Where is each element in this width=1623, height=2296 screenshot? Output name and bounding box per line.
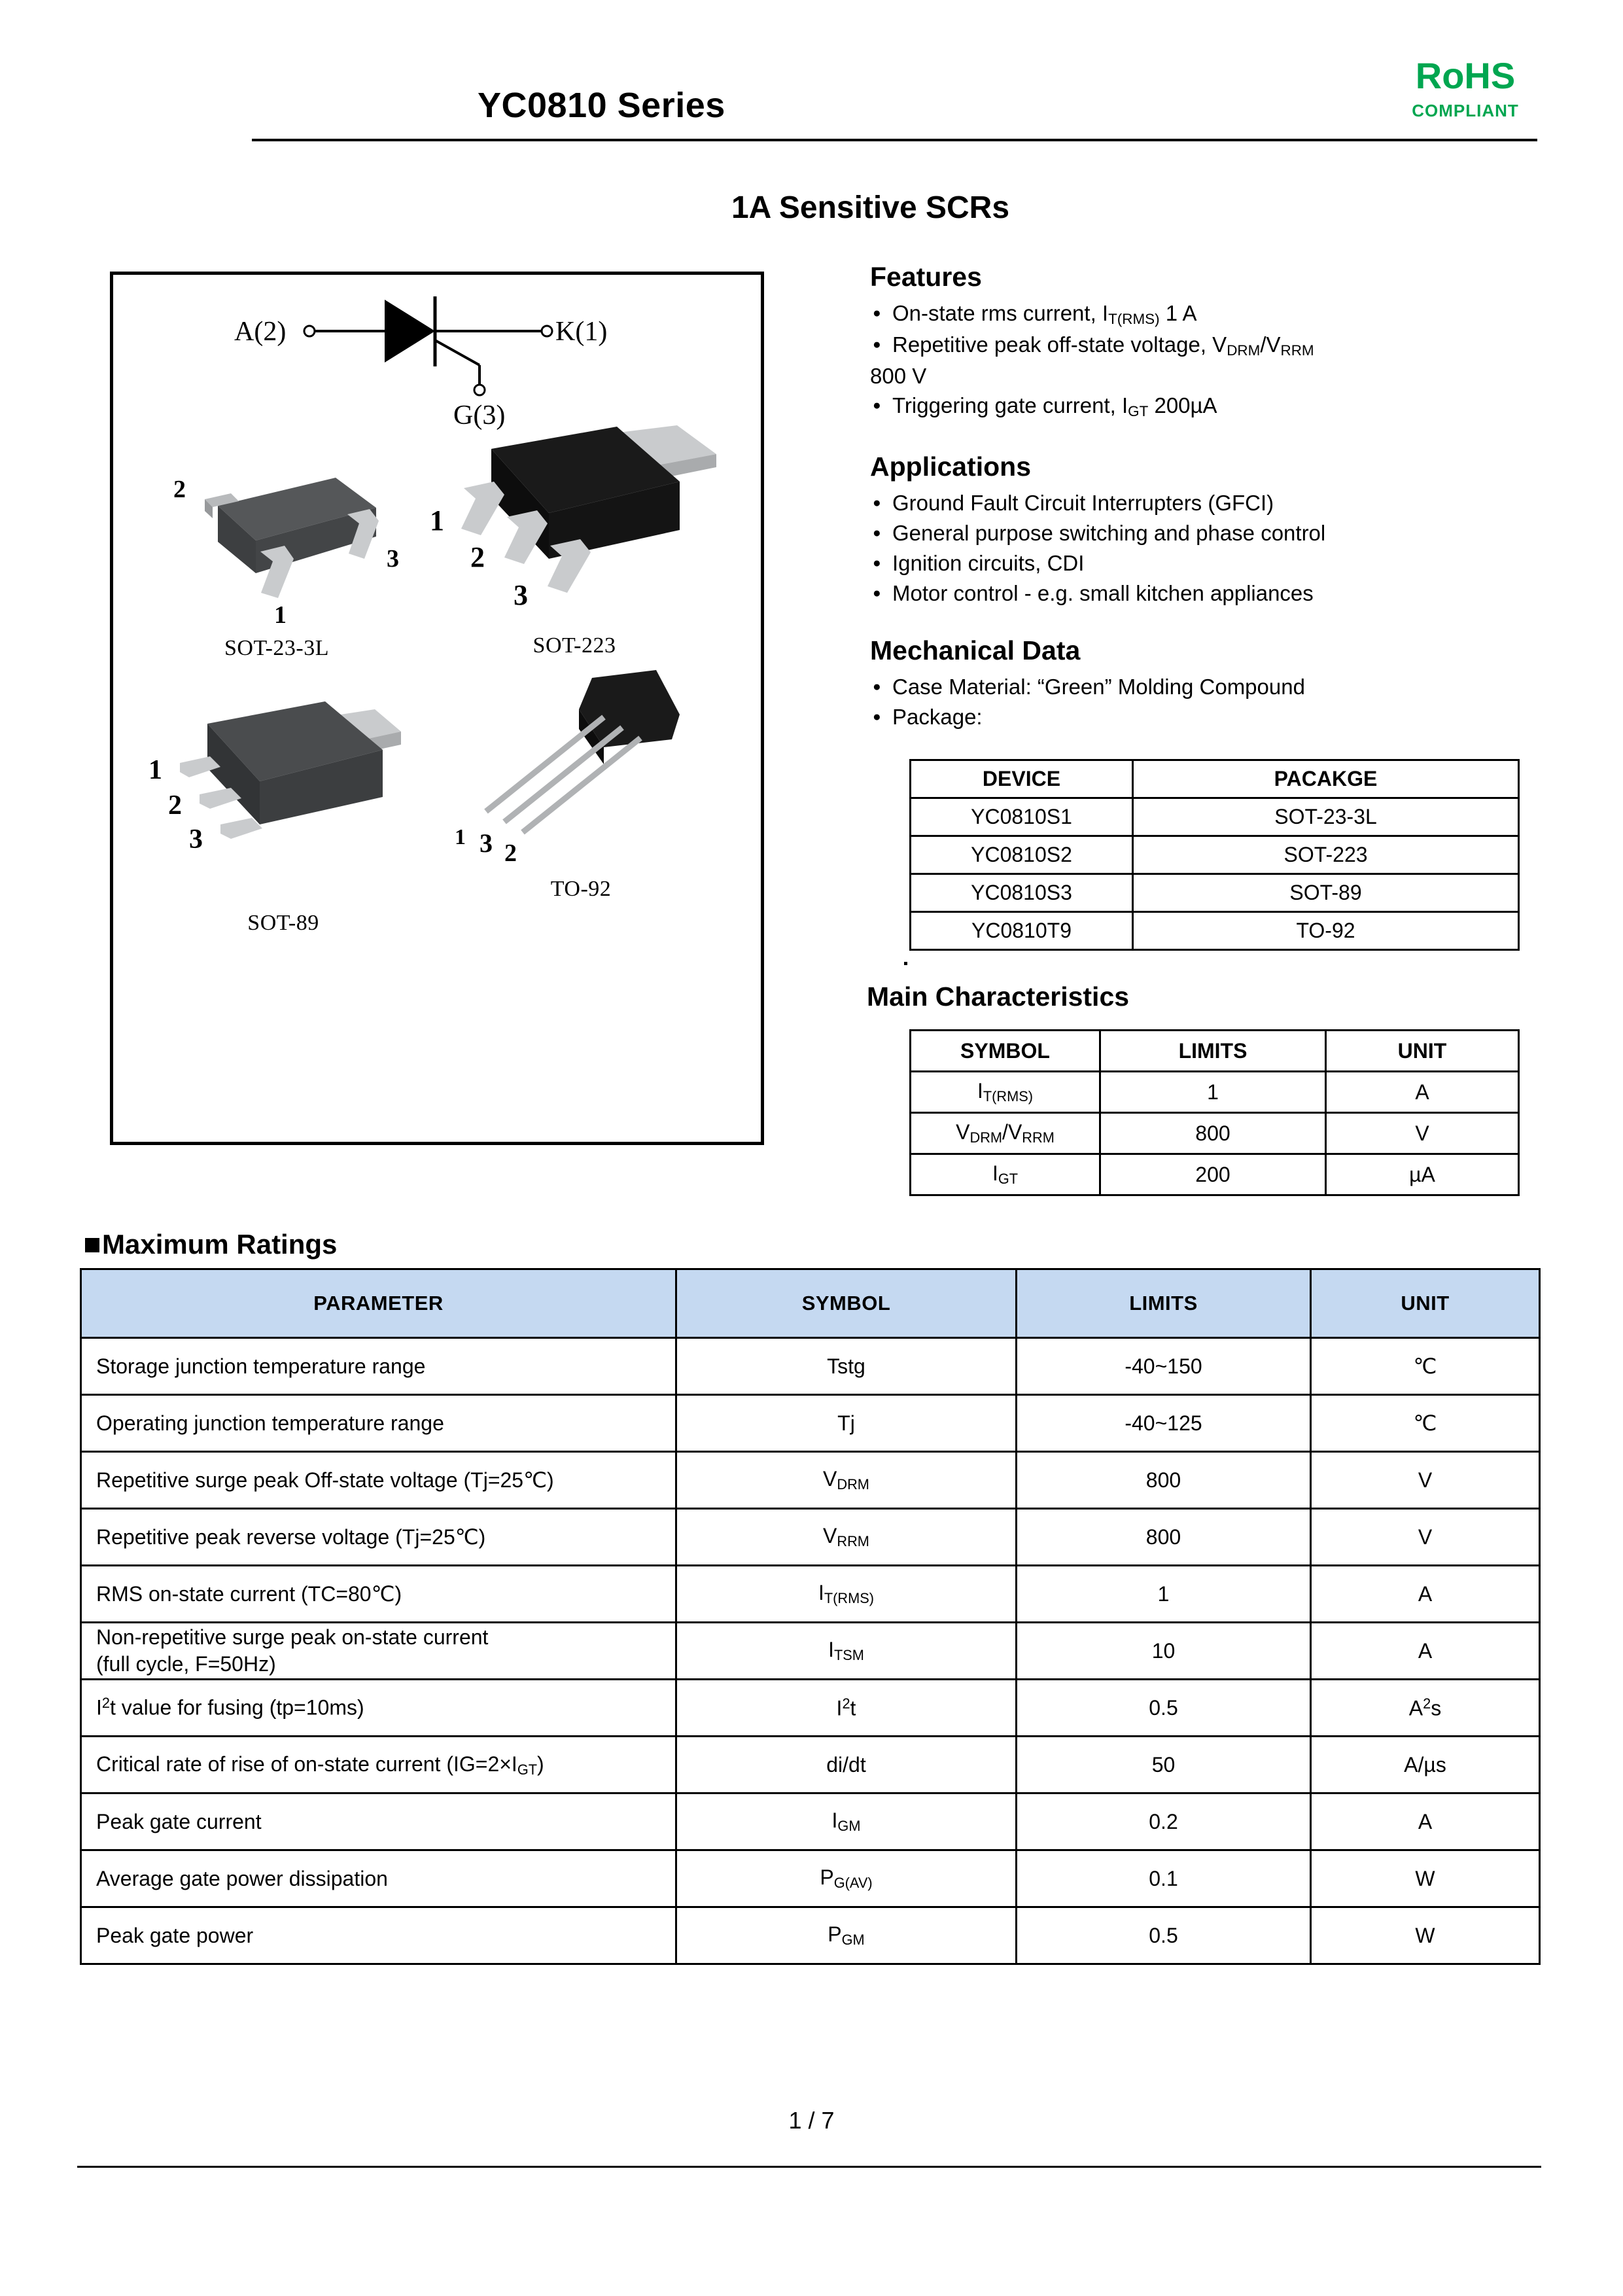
cell-limits: 800 [1017,1509,1311,1566]
package-diagram-box [110,272,764,1145]
table-row [911,874,1519,912]
column-header-package: PACAKGE [1133,760,1519,798]
pin-label-1: 1 [430,504,444,537]
cell-symbol [911,1113,1100,1154]
right-content-column [870,262,1544,732]
cell-limits: -40~150 [1017,1338,1311,1395]
cell-parameter: Storage junction temperature range [81,1338,676,1395]
feature-item-voltage [870,330,1544,361]
feature-text-tail: 1 A [1159,301,1197,325]
mechanical-item-package: ● Package: [870,703,1544,732]
cell-parameter: Operating junction temperature range [81,1395,676,1452]
mechanical-data-heading: Mechanical Data [870,635,1081,665]
package-name-sot-23-3l: SOT-23-3L [224,636,330,660]
symbol-subscript: G(AV) [833,1874,873,1891]
stray-dot-mark [904,962,907,965]
cell-limits: 800 [1017,1452,1311,1509]
parameter-subscript: GT [517,1761,538,1778]
table-row [911,912,1519,950]
maximum-ratings-table [80,1268,1541,1965]
package-name-sot-89: SOT-89 [247,911,319,935]
pin-label-3: 3 [387,545,399,573]
feature-item-voltage-continued: 800 V [870,363,927,388]
mechanical-item-case-material: ● Case Material: “Green” Molding Compound [870,673,1544,701]
symbol-subscript: T(RMS) [983,1087,1033,1104]
table-row [911,1072,1519,1113]
sot-89-illustration [139,686,427,895]
cell-limits: -40~125 [1017,1395,1311,1452]
cell-limits: 200 [1100,1154,1326,1195]
feature-text: On-state rms current, I [892,301,1109,325]
gate-label: G(3) [453,400,506,431]
cell-parameter: Average gate power dissipation [81,1850,676,1907]
cell-unit: ℃ [1311,1338,1540,1395]
cell-device: YC0810T9 [911,912,1133,950]
pin-label-3: 3 [514,579,528,611]
feature-text: Repetitive peak off-state voltage, V [892,332,1227,357]
feature-subscript: T(RMS) [1108,310,1160,327]
table-row [911,1154,1519,1195]
table-header-row [81,1269,1540,1338]
cell-parameter: Repetitive surge peak Off-state voltage (Tj=25℃) [81,1452,676,1509]
table-row [81,1509,1540,1566]
cell-package: TO-92 [1133,912,1519,950]
feature-text-mid: /V [1260,332,1281,357]
to-92-illustration [440,666,722,882]
table-header-row [911,1031,1519,1072]
cell-unit: µA [1326,1154,1519,1195]
cell-symbol: di/dt [676,1737,1017,1793]
cell-unit: A [1326,1072,1519,1113]
application-item: ● Motor control - e.g. small kitchen appliances [870,579,1544,608]
cell-symbol: Tstg [676,1338,1017,1395]
sot-223-illustration [421,411,728,633]
symbol-base: I [977,1079,983,1103]
cell-parameter: Repetitive peak reverse voltage (Tj=25℃) [81,1509,676,1566]
cell-limits: 0.5 [1017,1907,1311,1964]
package-name-sot-223: SOT-223 [532,633,616,658]
cell-limits: 10 [1017,1623,1311,1680]
feature-text: Triggering gate current, I [892,393,1128,418]
table-row [81,1452,1540,1509]
cell-unit: A [1311,1566,1540,1623]
cell-package: SOT-223 [1133,836,1519,874]
cell-symbol [676,1509,1017,1566]
column-header-limits: LIMITS [1017,1269,1311,1338]
symbol-subscript: DRM [969,1129,1003,1146]
parameter-line-1: Non-repetitive surge peak on-state current [96,1625,489,1650]
sot-23-3l-illustration [139,437,414,633]
package-sot-23-3l [139,437,414,661]
cell-limits: 800 [1100,1113,1326,1154]
header-divider [252,139,1537,141]
cell-limits: 50 [1017,1737,1311,1793]
cell-unit: ℃ [1311,1395,1540,1452]
pin-label-2: 2 [168,790,182,821]
symbol-subscript: GM [841,1931,865,1948]
cell-parameter [81,1623,676,1680]
symbol-base: P [828,1922,842,1947]
table-row [911,1113,1519,1154]
symbol-base: I [992,1161,998,1186]
feature-subscript: GT [1128,403,1149,420]
cell-parameter: Peak gate power [81,1907,676,1964]
cell-limits: 1 [1100,1072,1326,1113]
cell-symbol [676,1623,1017,1680]
cell-parameter [81,1737,676,1793]
symbol-subscript: GM [837,1817,861,1834]
parameter-superscript: 2 [101,1695,110,1712]
mechanical-data-list [870,673,1544,732]
feature-subscript-2: RRM [1280,342,1314,359]
column-header-symbol: SYMBOL [911,1031,1100,1072]
features-list [870,299,1544,421]
pin-label-1: 1 [274,601,287,629]
pin-label-1: 1 [455,825,466,849]
symbol-base: P [820,1865,834,1890]
table-row [81,1793,1540,1850]
cell-unit: W [1311,1850,1540,1907]
cell-symbol [676,1452,1017,1509]
rohs-compliant-logo [1377,55,1554,121]
feature-item-current [870,299,1544,329]
rohs-compliant-label: COMPLIANT [1412,101,1519,120]
symbol-suffix: t [850,1696,856,1720]
cell-limits: 0.2 [1017,1793,1311,1850]
package-name-to-92: TO-92 [550,877,612,901]
cell-symbol [676,1793,1017,1850]
cell-device: YC0810S1 [911,798,1133,836]
cell-unit: A [1311,1623,1540,1680]
parameter-suffix: t value for fusing (tp=10ms) [110,1695,364,1720]
pin-label-2: 2 [173,476,186,503]
table-row [81,1850,1540,1907]
maximum-ratings-label: Maximum Ratings [102,1229,338,1260]
cell-device: YC0810S3 [911,874,1133,912]
cell-unit: A [1311,1793,1540,1850]
parameter-line-2: (full cycle, F=50Hz) [96,1652,276,1676]
table-row [81,1680,1540,1737]
symbol-subscript-2: RRM [1022,1129,1055,1146]
symbol-subscript: TSM [833,1646,864,1663]
main-characteristics-heading: Main Characteristics [867,981,1130,1012]
cathode-label: K(1) [555,317,608,347]
cell-unit: V [1311,1509,1540,1566]
column-header-unit: UNIT [1326,1031,1519,1072]
symbol-subscript: DRM [837,1475,869,1492]
cell-symbol [676,1907,1017,1964]
symbol-superscript: 2 [842,1695,850,1712]
symbol-base: I [818,1581,824,1605]
applications-list [870,489,1544,608]
table-row [81,1566,1540,1623]
cell-unit: W [1311,1907,1540,1964]
symbol-prefix: I [836,1696,843,1720]
cell-symbol [676,1850,1017,1907]
table-row [81,1907,1540,1964]
main-characteristics-table [909,1029,1520,1196]
cell-unit [1311,1680,1540,1737]
unit-prefix: A [1408,1696,1423,1720]
table-header-row [911,760,1519,798]
package-to-92 [440,666,722,902]
symbol-base: I [828,1638,834,1662]
cell-limits: 1 [1017,1566,1311,1623]
application-item: ● Ignition circuits, CDI [870,549,1544,578]
parameter-prefix: Critical rate of rise of on-state current (IG=2×I [96,1752,517,1776]
document-title: YC0810 Series [478,86,725,125]
pin-label-2: 2 [470,541,485,573]
parameter-prefix: I [96,1695,102,1720]
parameter-suffix: ) [537,1752,544,1776]
symbol-subscript: T(RMS) [824,1589,874,1606]
column-header-symbol: SYMBOL [676,1269,1017,1338]
cell-parameter: Peak gate current [81,1793,676,1850]
table-row [81,1338,1540,1395]
column-header-limits: LIMITS [1100,1031,1326,1072]
square-bullet-icon [85,1238,99,1252]
column-header-unit: UNIT [1311,1269,1540,1338]
cell-unit: V [1311,1452,1540,1509]
cell-device: YC0810S2 [911,836,1133,874]
cell-symbol [911,1154,1100,1195]
table-row [911,798,1519,836]
pin-label-1: 1 [148,755,162,785]
footer-divider [77,2166,1541,2168]
cell-symbol [676,1680,1017,1737]
cell-limits: 0.5 [1017,1680,1311,1737]
symbol-mid: /V [1002,1120,1022,1144]
package-sot-223 [421,411,728,658]
cell-unit: V [1326,1113,1519,1154]
table-row [911,836,1519,874]
pin-label-3: 3 [480,828,493,858]
feature-item-gate-current [870,391,1544,421]
application-item: ● Ground Fault Circuit Interrupters (GFCI) [870,489,1544,518]
cell-unit: A/µs [1311,1737,1540,1793]
pin-label-2: 2 [504,839,517,867]
feature-text-tail: 200µA [1148,393,1217,418]
cell-limits: 0.1 [1017,1850,1311,1907]
symbol-base: I [831,1809,838,1833]
cell-parameter [81,1680,676,1737]
table-row [81,1395,1540,1452]
application-item: ● General purpose switching and phase control [870,519,1544,548]
cell-parameter: RMS on-state current (TC=80℃) [81,1566,676,1623]
symbol-base: V [823,1467,837,1491]
cell-symbol [676,1566,1017,1623]
maximum-ratings-heading [85,1229,337,1260]
cell-package: SOT-89 [1133,874,1519,912]
unit-superscript: 2 [1423,1695,1431,1712]
cell-symbol: Tj [676,1395,1017,1452]
column-header-device: DEVICE [911,760,1133,798]
feature-subscript: DRM [1227,342,1261,359]
anode-label: A(2) [234,317,287,347]
cell-symbol [911,1072,1100,1113]
applications-heading: Applications [870,451,1032,482]
package-sot-89 [139,686,427,936]
column-header-parameter: PARAMETER [81,1269,676,1338]
unit-suffix: s [1431,1696,1442,1720]
page-subtitle: 1A Sensitive SCRs [731,190,1010,225]
device-package-table [909,759,1520,951]
pin-label-3: 3 [189,824,203,855]
rohs-label: RoHS [1415,55,1516,96]
symbol-subscript: RRM [837,1532,869,1549]
features-heading: Features [870,262,982,292]
page-number: 1 / 7 [788,2107,835,2134]
symbol-base: V [823,1524,837,1548]
symbol-subscript: GT [998,1170,1019,1187]
cell-package: SOT-23-3L [1133,798,1519,836]
table-row [81,1737,1540,1793]
table-row [81,1623,1540,1680]
symbol-base: V [956,1120,970,1144]
